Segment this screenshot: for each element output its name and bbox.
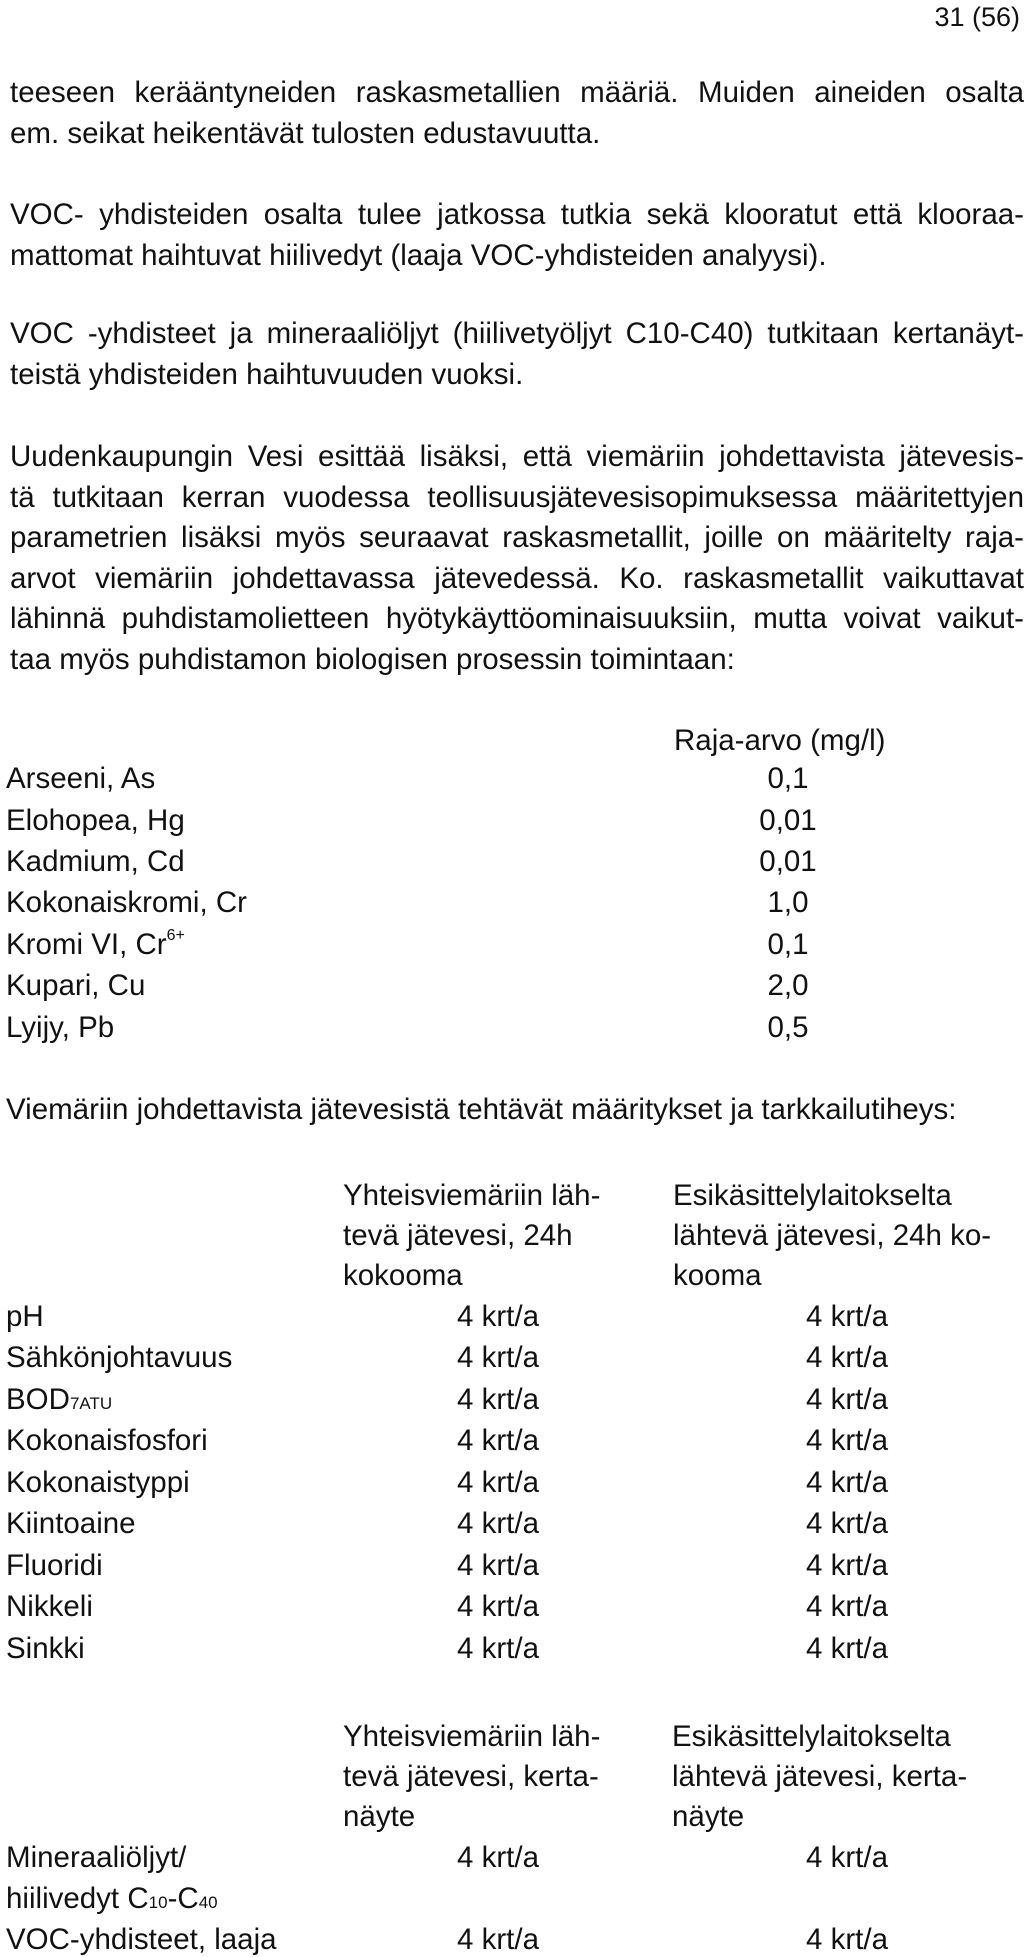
monitoring-row-c2: 4 krt/a <box>806 1632 888 1665</box>
header-line: näyte <box>343 1800 416 1833</box>
monitoring-row-name <box>6 1383 112 1417</box>
grab-col2-header <box>672 1717 967 1837</box>
monitoring-row-name: Kokonaistyppi <box>6 1466 190 1499</box>
limits-row-superscript: 6+ <box>166 927 185 944</box>
limits-row-name: Lyijy, Pb <box>6 1011 115 1044</box>
monitoring-row-subscript: 7ATU <box>69 1394 113 1413</box>
monitoring-row-c2: 4 krt/a <box>806 1507 888 1540</box>
paragraph-4 <box>10 437 1024 680</box>
limits-row-value: 2,0 <box>767 969 809 1002</box>
monitoring-row-c1: 4 krt/a <box>457 1549 539 1582</box>
monitoring-row-c2: 4 krt/a <box>806 1466 888 1499</box>
monitoring-row-name: Kiintoaine <box>6 1507 136 1540</box>
grab-row-c1: 4 krt/a <box>457 1841 539 1874</box>
monitoring-row-c2: 4 krt/a <box>806 1341 888 1374</box>
monitoring-row-name: pH <box>6 1300 44 1333</box>
monitoring-row-c2: 4 krt/a <box>806 1590 888 1623</box>
limits-row-name: Kadmium, Cd <box>6 845 185 878</box>
paragraph-line: em. seikat heikentävät tulosten edustavuutta. <box>10 116 601 150</box>
paragraph-3 <box>10 314 1024 395</box>
limits-row-name: Arseeni, As <box>6 762 156 795</box>
monitoring-row-c1: 4 krt/a <box>457 1507 539 1540</box>
paragraph-2 <box>10 195 1024 276</box>
limits-row-name: Kupari, Cu <box>6 969 146 1002</box>
monitoring-row-name: Nikkeli <box>6 1590 93 1623</box>
grab-row-name-text: hiilivedyt C <box>6 1882 149 1915</box>
monitoring-row-c1: 4 krt/a <box>457 1632 539 1665</box>
paragraph-line: VOC -yhdisteet ja mineraaliöljyt (hiilivetyöljyt C10-C40) tutkitaan kertanäyt- <box>10 317 1024 350</box>
monitoring-col2-header <box>673 1176 991 1296</box>
monitoring-row-c1: 4 krt/a <box>457 1424 539 1457</box>
limits-row-value: 1,0 <box>767 886 809 919</box>
monitoring-row-name-text: BOD <box>6 1383 70 1416</box>
limits-row-value: 0,1 <box>767 928 809 961</box>
monitoring-row-c1: 4 krt/a <box>457 1590 539 1623</box>
header-line: kokooma <box>343 1259 463 1292</box>
monitoring-row-c1: 4 krt/a <box>457 1300 539 1333</box>
monitoring-row-c2: 4 krt/a <box>806 1549 888 1582</box>
page-number: 31 (56) <box>934 2 1020 32</box>
paragraph-line: tä tutkitaan kerran vuodessa teollisuusjätevesisopimuksessa määritettyjen <box>10 480 1024 514</box>
paragraph-line: taa myös puhdistamon biologisen prosessin toimintaan: <box>10 642 735 676</box>
monitoring-row-c2: 4 krt/a <box>806 1383 888 1416</box>
limits-row-value: 0,1 <box>767 762 809 795</box>
monitoring-row-name: Sinkki <box>6 1632 85 1665</box>
grab-row-name <box>6 1882 218 1916</box>
limits-row-name: Elohopea, Hg <box>6 804 185 837</box>
paragraph-line: VOC- yhdisteiden osalta tulee jatkossa tutkia sekä klooratut että klooraa- <box>10 198 1024 231</box>
paragraph-1 <box>10 73 1024 154</box>
paragraph-line: mattomat haihtuvat hiilivedyt (laaja VOC-yhdisteiden analyysi). <box>10 238 827 272</box>
header-line: Yhteisviemäriin läh- <box>343 1720 601 1753</box>
grab-row-subscript: 40 <box>198 1893 218 1912</box>
header-line: Yhteisviemäriin läh- <box>343 1179 601 1212</box>
header-line: näyte <box>672 1800 745 1833</box>
monitoring-row-c1: 4 krt/a <box>457 1383 539 1416</box>
limits-row-name-text: Kromi VI, Cr <box>6 928 167 961</box>
limits-row-value: 0,01 <box>759 804 817 837</box>
limits-row-name: Kokonaiskromi, Cr <box>6 886 247 919</box>
monitoring-row-name: Sähkönjohtavuus <box>6 1341 233 1374</box>
header-line: lähtevä jätevesi, kerta- <box>672 1760 968 1793</box>
grab-row-c2: 4 krt/a <box>806 1841 888 1874</box>
monitoring-row-c2: 4 krt/a <box>806 1424 888 1457</box>
header-line: Esikäsittelylaitokselta <box>673 1179 952 1212</box>
grab-row-name: VOC-yhdisteet, laaja <box>6 1923 277 1956</box>
grab-row-c2: 4 krt/a <box>806 1923 888 1956</box>
limits-row-value: 0,01 <box>759 845 817 878</box>
limits-row-name <box>6 928 185 962</box>
grab-row-c1: 4 krt/a <box>457 1923 539 1956</box>
paragraph-line: parametrien lisäksi myös seuraavat raskasmetallit, joille on määritelty raja- <box>10 521 1024 554</box>
header-line: lähtevä jätevesi, 24h ko- <box>673 1219 992 1252</box>
limits-table-header: Raja-arvo (mg/l) <box>674 724 886 757</box>
header-line: tevä jätevesi, kerta- <box>343 1760 599 1793</box>
grab-row-name-text: -C <box>167 1882 199 1915</box>
grab-col1-header <box>343 1717 600 1837</box>
paragraph-line: lähinnä puhdistamolietteen hyötykäyttöominaisuuksiin, mutta voivat vaikut- <box>10 602 1024 635</box>
monitoring-row-c1: 4 krt/a <box>457 1341 539 1374</box>
monitoring-col1-header <box>343 1176 600 1296</box>
paragraph-line: teeseen kerääntyneiden raskasmetallien määriä. Muiden aineiden osalta <box>10 76 1024 109</box>
monitoring-row-c2: 4 krt/a <box>806 1300 888 1333</box>
grab-row-name: Mineraaliöljyt/ <box>6 1841 187 1874</box>
header-line: kooma <box>673 1259 762 1292</box>
monitoring-row-c1: 4 krt/a <box>457 1466 539 1499</box>
header-line: Esikäsittelylaitokselta <box>672 1720 951 1753</box>
grab-row-subscript: 10 <box>148 1893 168 1912</box>
monitoring-title: Viemäriin johdettavista jätevesistä tehtävät määritykset ja tarkkailutiheys: <box>6 1093 957 1126</box>
header-line: tevä jätevesi, 24h <box>343 1219 573 1252</box>
limits-row-value: 0,5 <box>767 1011 809 1044</box>
paragraph-line: teistä yhdisteiden haihtuvuuden vuoksi. <box>10 357 524 391</box>
monitoring-row-name: Kokonaisfosfori <box>6 1424 208 1457</box>
monitoring-row-name: Fluoridi <box>6 1549 103 1582</box>
paragraph-line: arvot viemäriin johdettavassa jätevedessä. Ko. raskasmetallit vaikuttavat <box>10 561 1024 595</box>
paragraph-line: Uudenkaupungin Vesi esittää lisäksi, että viemäriin johdettavista jätevesis- <box>10 440 1024 473</box>
